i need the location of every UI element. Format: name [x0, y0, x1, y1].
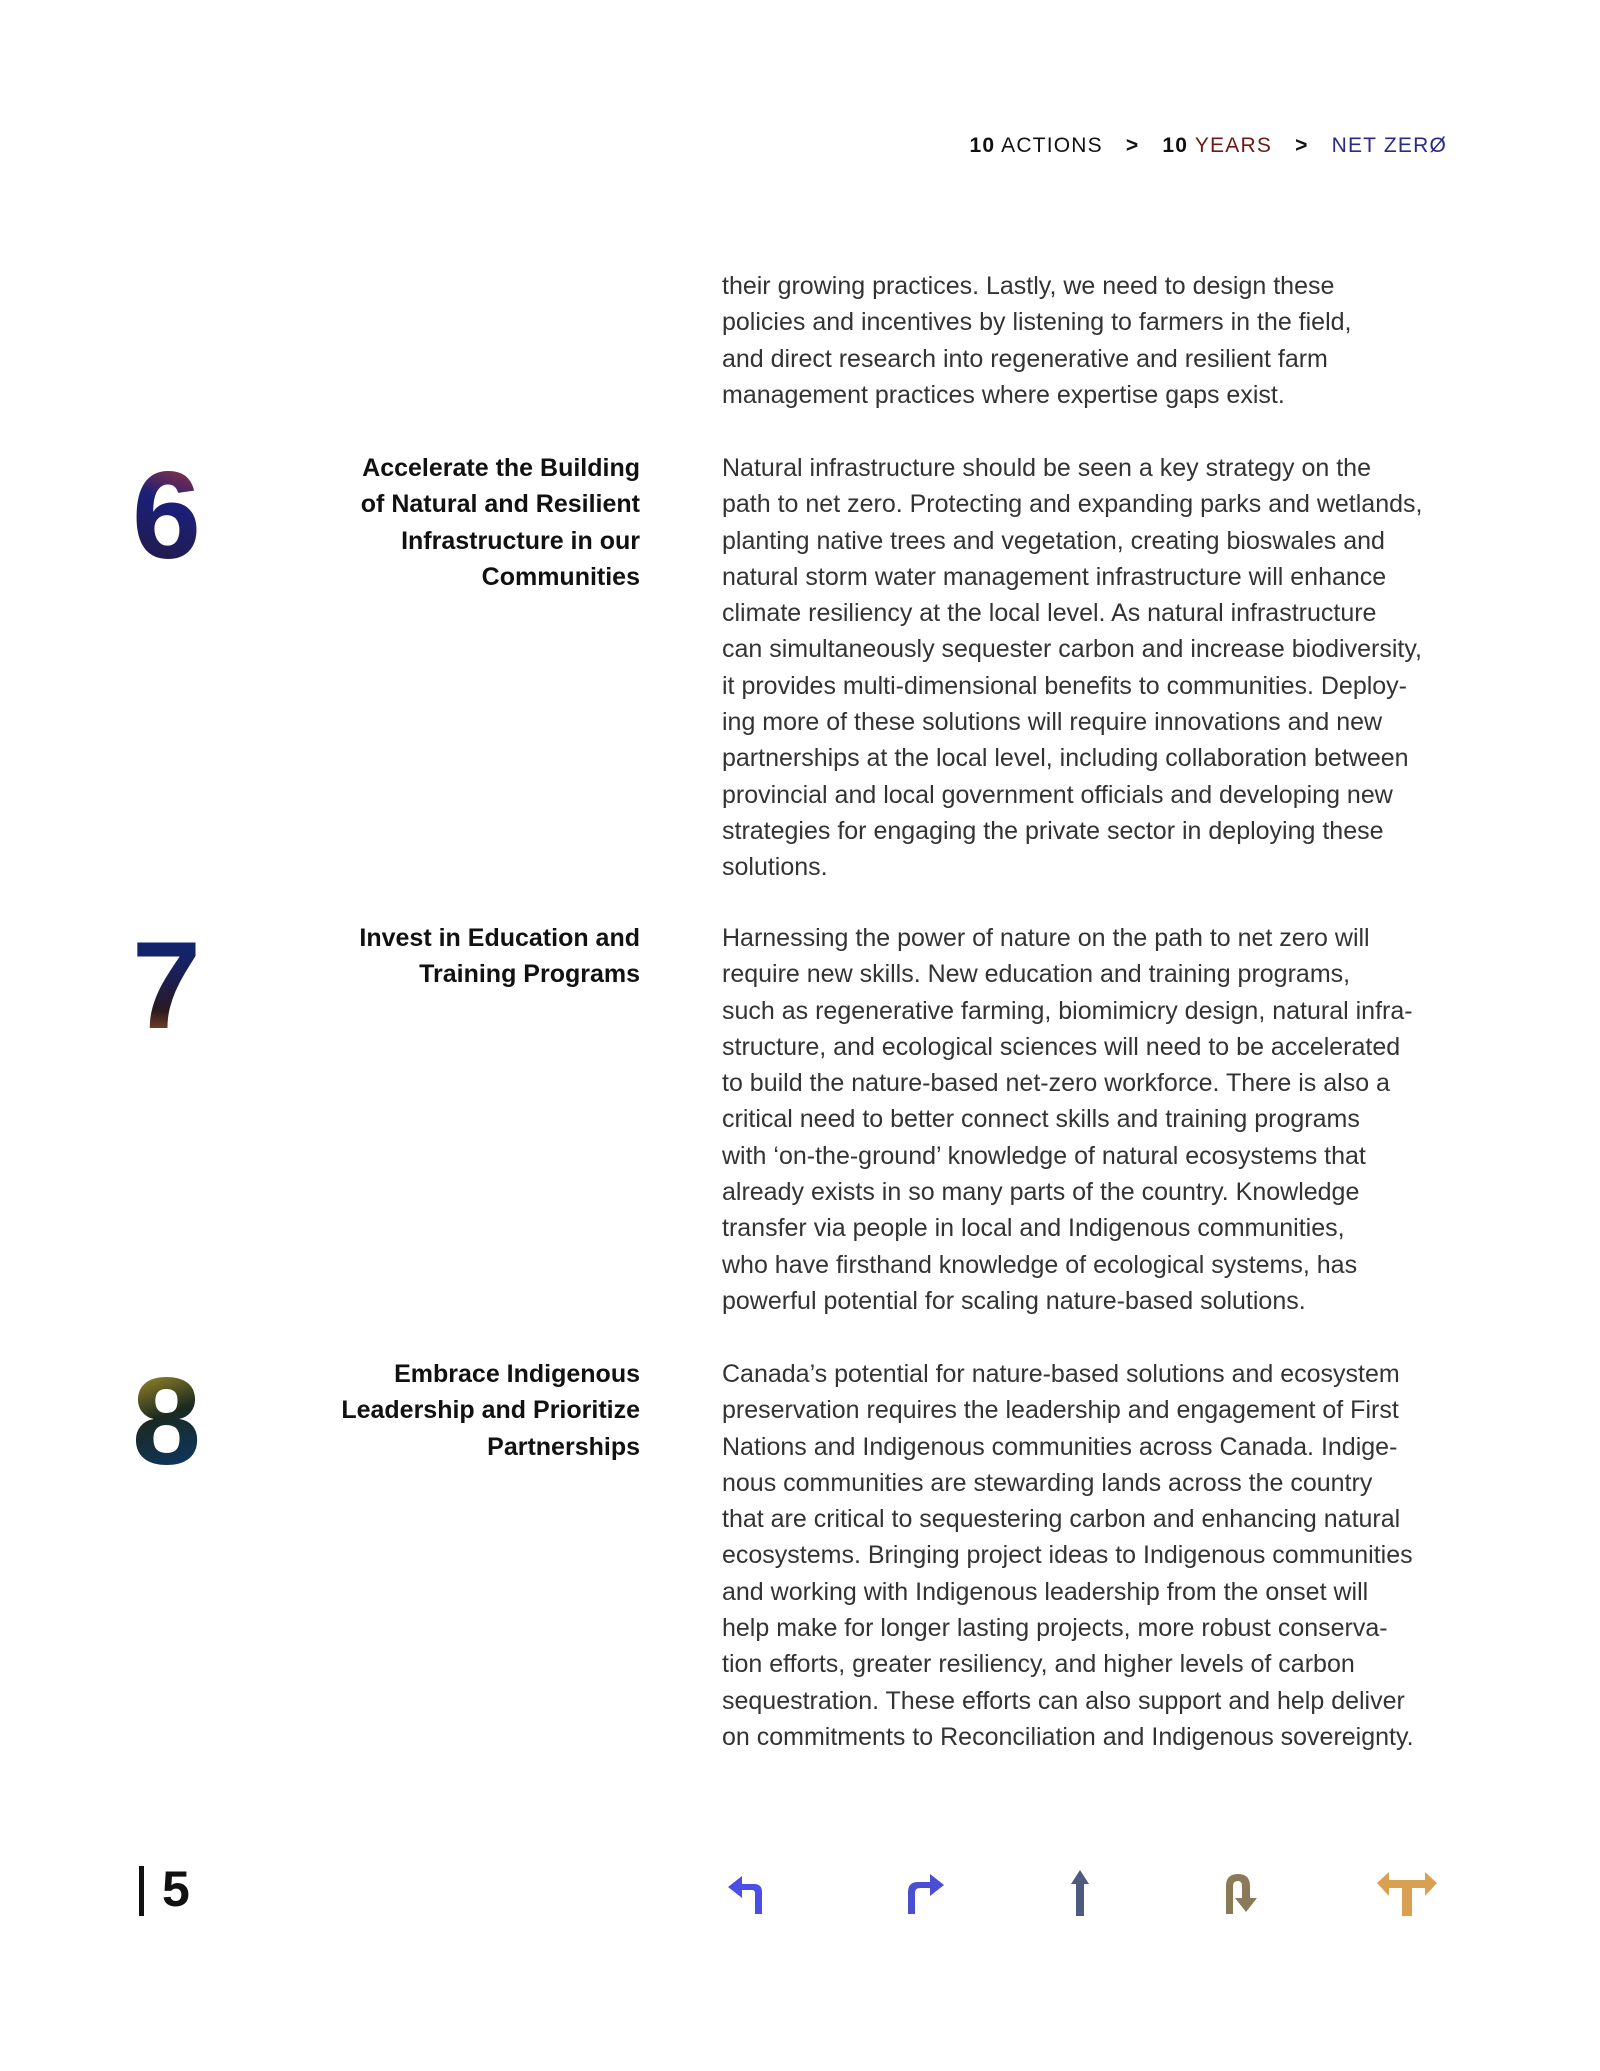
turn-left-arrow-icon — [724, 1870, 770, 1916]
page-number: 5 — [162, 1861, 190, 1917]
section-heading — [359, 920, 640, 993]
text-line: solutions. — [722, 853, 828, 882]
straight-arrow-icon — [1057, 1870, 1103, 1916]
text-line: can simultaneously sequester carbon and increase biodiversity, — [722, 635, 1422, 664]
text-line: and direct research into regenerative and resilient farm — [722, 344, 1328, 373]
text-line: sequestration. These efforts can also support and help deliver — [722, 1686, 1405, 1715]
breadcrumb-header — [969, 134, 1447, 158]
text-line: transfer via people in local and Indigenous communities, — [722, 1214, 1345, 1243]
text-line: Natural infrastructure should be seen a key strategy on the — [722, 454, 1371, 482]
text-line: structure, and ecological sciences will need to be accelerated — [722, 1032, 1401, 1061]
text-line: tion efforts, greater resiliency, and higher levels of carbon — [722, 1650, 1355, 1679]
heading-line: Embrace Indigenous — [394, 1360, 640, 1388]
section-body — [722, 450, 1422, 886]
two-way-arrow-icon — [1375, 1870, 1439, 1916]
heading-line: Communities — [481, 562, 640, 591]
text-line: on commitments to Reconciliation and Indigenous sovereignty. — [722, 1722, 1414, 1751]
text-line: ecosystems. Bringing project ideas to Indigenous communities — [722, 1541, 1413, 1570]
text-line: Harnessing the power of nature on the path to net zero will — [722, 924, 1370, 952]
text-line: who have firsthand knowledge of ecological systems, has — [722, 1250, 1358, 1279]
section-number: 7 — [132, 917, 201, 1055]
section-number: 8 — [132, 1353, 201, 1491]
text-line: natural storm water management infrastructure will enhance — [722, 562, 1387, 591]
text-line: Canada’s potential for nature-based solutions and ecosystem — [722, 1360, 1400, 1388]
separator: > — [1125, 134, 1140, 157]
heading-line: Accelerate the Building — [362, 454, 640, 482]
heading-line: Infrastructure in our — [401, 526, 640, 555]
text-line: it provides multi-dimensional benefits to communities. Deploy- — [722, 671, 1408, 700]
text-line: strategies for engaging the private sector in deploying these — [722, 816, 1384, 845]
text-line: preservation requires the leadership and engagement of First — [722, 1396, 1399, 1425]
text-line: require new skills. New education and training programs, — [722, 960, 1351, 989]
heading-line: Partnerships — [487, 1432, 640, 1461]
actions-label: ACTIONS — [1001, 134, 1103, 157]
text-line: partnerships at the local level, including collaboration between — [722, 744, 1409, 773]
intro-paragraph — [722, 268, 1352, 413]
heading-line: of Natural and Resilient — [360, 490, 640, 519]
text-line: to build the nature-based net-zero workforce. There is also a — [722, 1069, 1390, 1098]
years-number: 10 — [1162, 134, 1189, 157]
text-line: powerful potential for scaling nature-based solutions. — [722, 1286, 1306, 1315]
text-line: that are critical to sequestering carbon and enhancing natural — [722, 1505, 1401, 1534]
u-turn-arrow-icon — [1220, 1870, 1266, 1916]
text-line: Nations and Indigenous communities across Canada. Indige- — [722, 1432, 1398, 1461]
section-body — [722, 1356, 1414, 1755]
text-line: ing more of these solutions will require innovations and new — [722, 708, 1383, 737]
text-line: already exists in so many parts of the country. Knowledge — [722, 1178, 1360, 1207]
net-zero-label: NET ZERØ — [1331, 134, 1447, 157]
text-line: nous communities are stewarding lands across the country — [722, 1468, 1373, 1497]
section-body — [722, 920, 1413, 1319]
text-line: planting native trees and vegetation, creating bioswales and — [722, 526, 1385, 555]
turn-right-arrow-icon — [902, 1870, 948, 1916]
separator: > — [1295, 134, 1309, 157]
text-line: their growing practices. Lastly, we need to design these — [722, 272, 1335, 300]
text-line: management practices where expertise gaps exist. — [722, 380, 1285, 409]
years-label: YEARS — [1194, 134, 1273, 157]
text-line: policies and incentives by listening to farmers in the field, — [722, 308, 1352, 337]
text-line: such as regenerative farming, biomimicry design, natural infra- — [722, 996, 1413, 1025]
text-line: and working with Indigenous leadership from the onset will — [722, 1577, 1369, 1606]
page-number-bar — [139, 1866, 144, 1916]
section-heading — [341, 1356, 640, 1465]
text-line: help make for longer lasting projects, more robust conserva- — [722, 1614, 1388, 1643]
text-line: provincial and local government officials and developing new — [722, 780, 1393, 809]
heading-line: Invest in Education and — [359, 924, 640, 952]
section-number: 6 — [132, 447, 201, 585]
text-line: critical need to better connect skills and training programs — [722, 1105, 1360, 1134]
heading-line: Training Programs — [419, 960, 640, 989]
section-heading — [361, 450, 640, 595]
text-line: climate resiliency at the local level. As natural infrastructure — [722, 599, 1377, 628]
text-line: with ‘on-the-ground’ knowledge of natural ecosystems that — [722, 1141, 1366, 1170]
actions-number: 10 — [969, 134, 996, 157]
heading-line: Leadership and Prioritize — [341, 1396, 640, 1425]
text-line: path to net zero. Protecting and expanding parks and wetlands, — [722, 490, 1423, 519]
